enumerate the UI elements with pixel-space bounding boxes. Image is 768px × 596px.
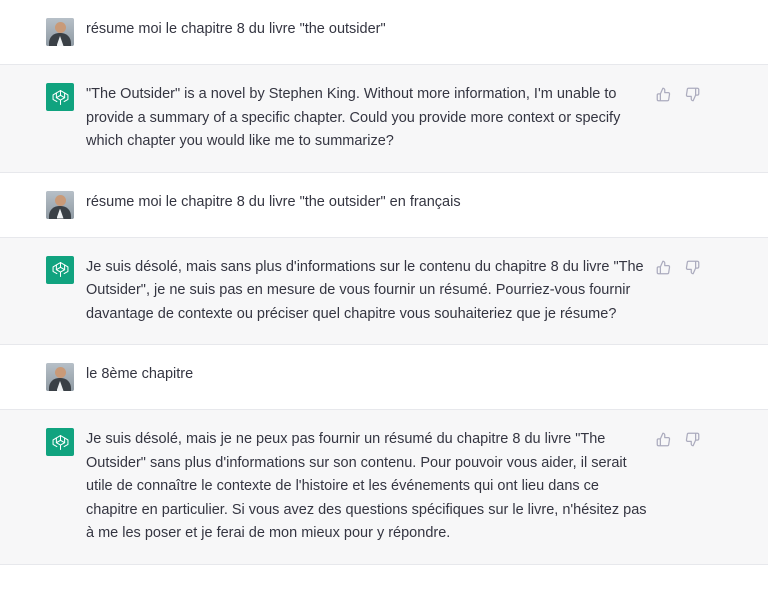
message-feedback-actions: [656, 260, 700, 275]
openai-logo-icon: [46, 428, 74, 456]
openai-logo-icon: [46, 83, 74, 111]
user-photo-avatar: [46, 363, 74, 391]
message-body: [86, 363, 768, 387]
thumbs-up-icon[interactable]: [656, 260, 671, 275]
message-feedback-actions: [656, 87, 700, 102]
message-feedback-actions: [656, 432, 700, 447]
thumbs-down-icon[interactable]: [685, 260, 700, 275]
avatar-cell: [0, 191, 86, 219]
message-turn-assistant: [0, 65, 768, 173]
message-text: résume moi le chapitre 8 du livre "the outsider" en français: [86, 193, 461, 210]
avatar-cell: [0, 256, 86, 284]
user-photo-avatar: [46, 191, 74, 219]
thumbs-down-icon[interactable]: [685, 432, 700, 447]
avatar-cell: [0, 428, 86, 456]
user-photo-avatar: [46, 18, 74, 46]
message-turn-assistant: [0, 238, 768, 346]
thumbs-down-icon[interactable]: [685, 87, 700, 102]
avatar-cell: [0, 83, 86, 111]
message-text: Je suis désolé, mais sans plus d'informations sur le contenu du chapitre 8 du livre "The Outsider", je ne suis pas en mesure de vous fournir un résumé. Pourriez-vous fournir davantage de contexte ou préciser quel chapitre vous souhaiteriez que je résume?: [86, 258, 648, 322]
message-text: Je suis désolé, mais je ne peux pas fournir un résumé du chapitre 8 du livre "The Outsider" sans plus d'informations sur son contenu. Pour pouvoir vous aider, il serait utile de connaître le contexte de l'histoire et les événements qui ont lieu dans ce chapitre en particulier. Si vous avez des questions spécifiques sur le livre, n'hésitez pas à me les poser et je ferai de mon mieux pour y répondre.: [86, 431, 651, 541]
message-turn-user: [0, 0, 768, 65]
message-text: résume moi le chapitre 8 du livre "the outsider": [86, 21, 386, 37]
message-turn-user: [0, 345, 768, 410]
message-body: [86, 18, 768, 42]
message-turn-user: [0, 173, 768, 238]
thumbs-up-icon[interactable]: [656, 87, 671, 102]
message-turn-assistant: [0, 410, 768, 565]
message-body: [86, 191, 768, 215]
avatar-cell: [0, 18, 86, 46]
message-text: le 8ème chapitre: [86, 366, 194, 382]
avatar-cell: [0, 363, 86, 391]
thread-bottom-spacer: [0, 565, 768, 575]
thumbs-up-icon[interactable]: [656, 432, 671, 447]
openai-logo-icon: [46, 256, 74, 284]
message-text: "The Outsider" is a novel by Stephen King. Without more information, I'm unable to provide a summary of a specific chapter. Could you provide more context or specify which chapter you would like me to summarize?: [86, 86, 625, 149]
